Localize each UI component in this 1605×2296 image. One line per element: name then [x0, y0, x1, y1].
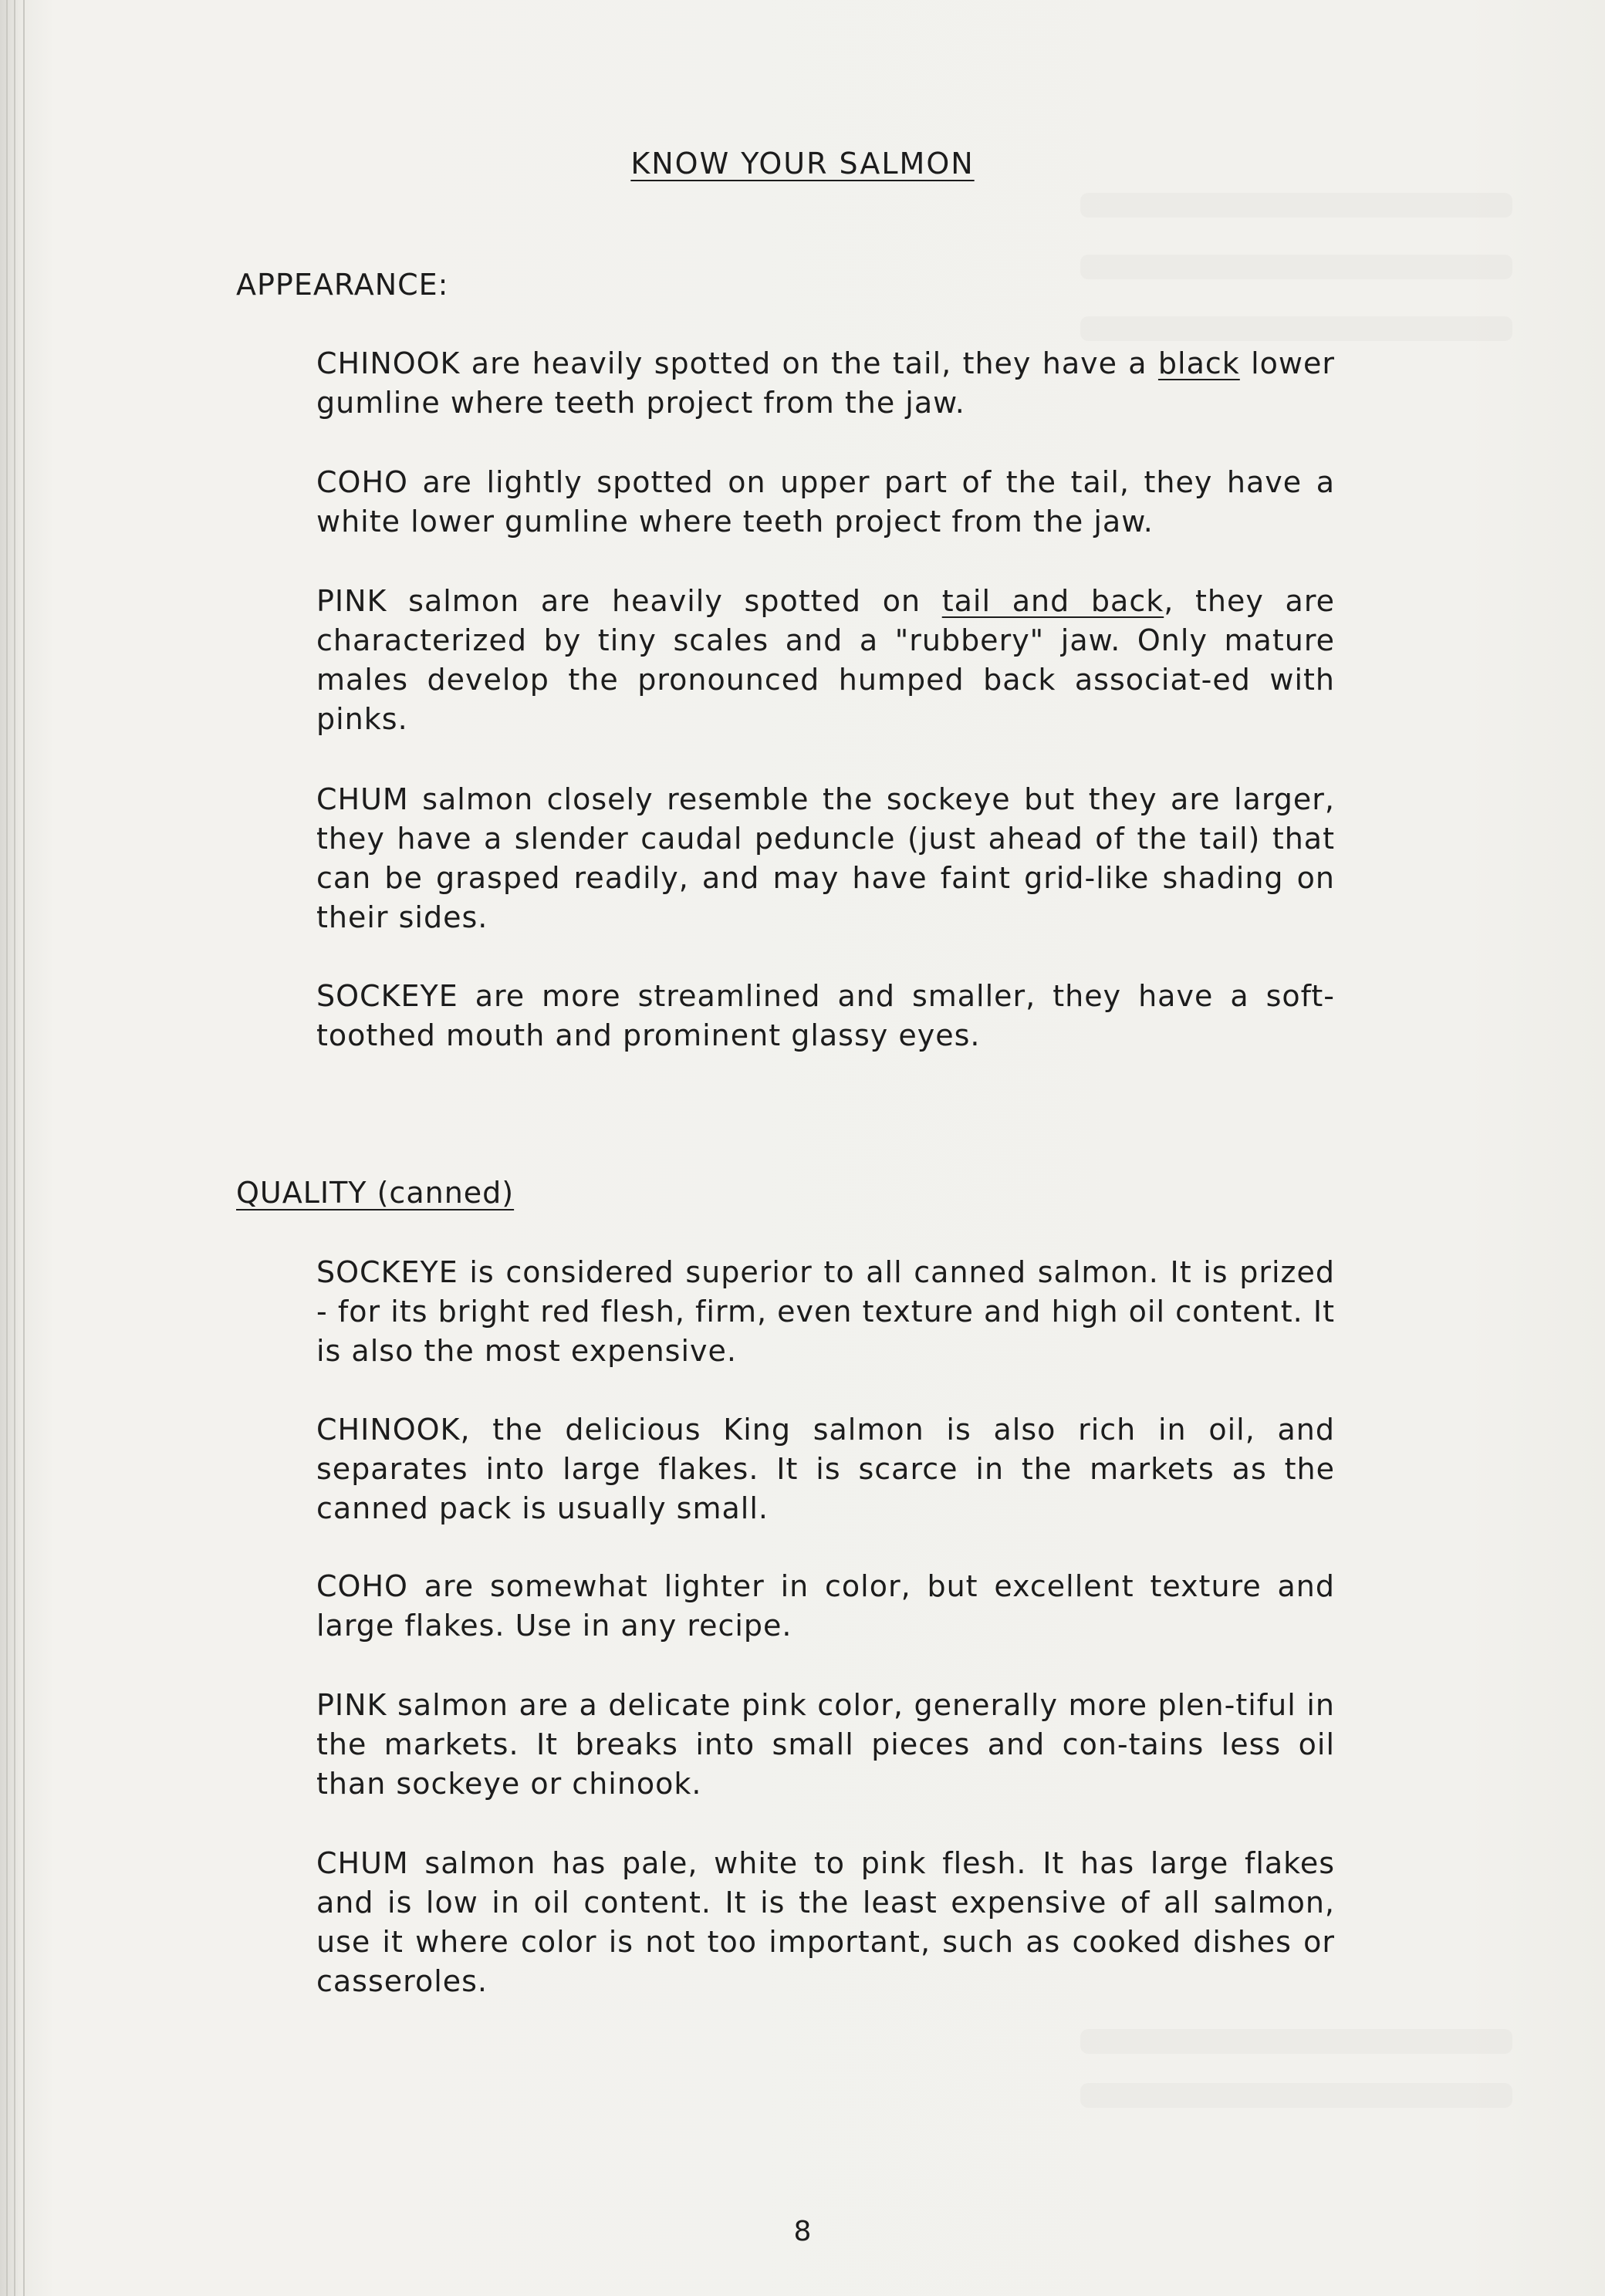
bleed-through-mark — [1080, 255, 1512, 279]
page-edge-line — [23, 0, 25, 2296]
quality-chinook-paragraph: CHINOOK, the delicious King salmon is also rich in oil, and separates into large flakes. It is scarce in the markets as the canned pack is usually small. — [316, 1413, 1335, 1525]
appearance-pink-paragraph: PINK salmon are heavily spotted on tail and back, they are characterized by tiny scales and a "rubbery" jaw. Only mature males develop the pronounced humped back associat-ed with pinks. — [316, 584, 1336, 736]
page-title: KNOW YOUR SALMON — [630, 147, 975, 181]
appearance-chinook-paragraph: CHINOOK are heavily spotted on the tail, they have a black lower gumline where teeth project from the jaw. — [316, 346, 1336, 420]
quality-sockeye-paragraph: SOCKEYE is considered superior to all canned salmon. It is prized - for its bright red flesh, firm, even texture and high oil content. It is also the most expensive. — [316, 1255, 1335, 1368]
appearance-chum-paragraph: CHUM salmon closely resemble the sockeye but they are larger, they have a slender caudal peduncle (just ahead of the tail) that can be grasped readily, and may have faint grid-like shading on their sides. — [316, 782, 1335, 934]
bleed-through-mark — [1080, 316, 1512, 341]
quality-coho-paragraph: COHO are somewhat lighter in color, but excellent texture and large flakes. Use in any recipe. — [316, 1569, 1335, 1643]
page-number: 8 — [793, 2216, 812, 2247]
bleed-through-mark — [1080, 193, 1512, 218]
appearance-coho-paragraph: COHO are lightly spotted on upper part of the tail, they have a white lower gumline where teeth project from the jaw. — [316, 465, 1335, 539]
quality-heading: QUALITY (canned) — [236, 1176, 515, 1210]
page-edge-line — [6, 0, 8, 2296]
bleed-through-mark — [1080, 2083, 1512, 2108]
appearance-sockeye-paragraph: SOCKEYE are more streamlined and smaller, they have a soft-toothed mouth and prominent glassy eyes. — [316, 979, 1335, 1052]
appearance-heading: APPEARANCE: — [236, 268, 449, 302]
bleed-through-mark — [1080, 2029, 1512, 2054]
quality-chum-paragraph: CHUM salmon has pale, white to pink flesh. It has large flakes and is low in oil content. It is the least expensive of all salmon, use it where color is not too important, such as cooked dishes or casseroles. — [316, 1846, 1335, 1998]
quality-pink-paragraph: PINK salmon are a delicate pink color, generally more plen-tiful in the markets. It breaks into small pieces and con-tains less oil than sockeye or chinook. — [316, 1688, 1335, 1801]
page-edge-line — [14, 0, 15, 2296]
